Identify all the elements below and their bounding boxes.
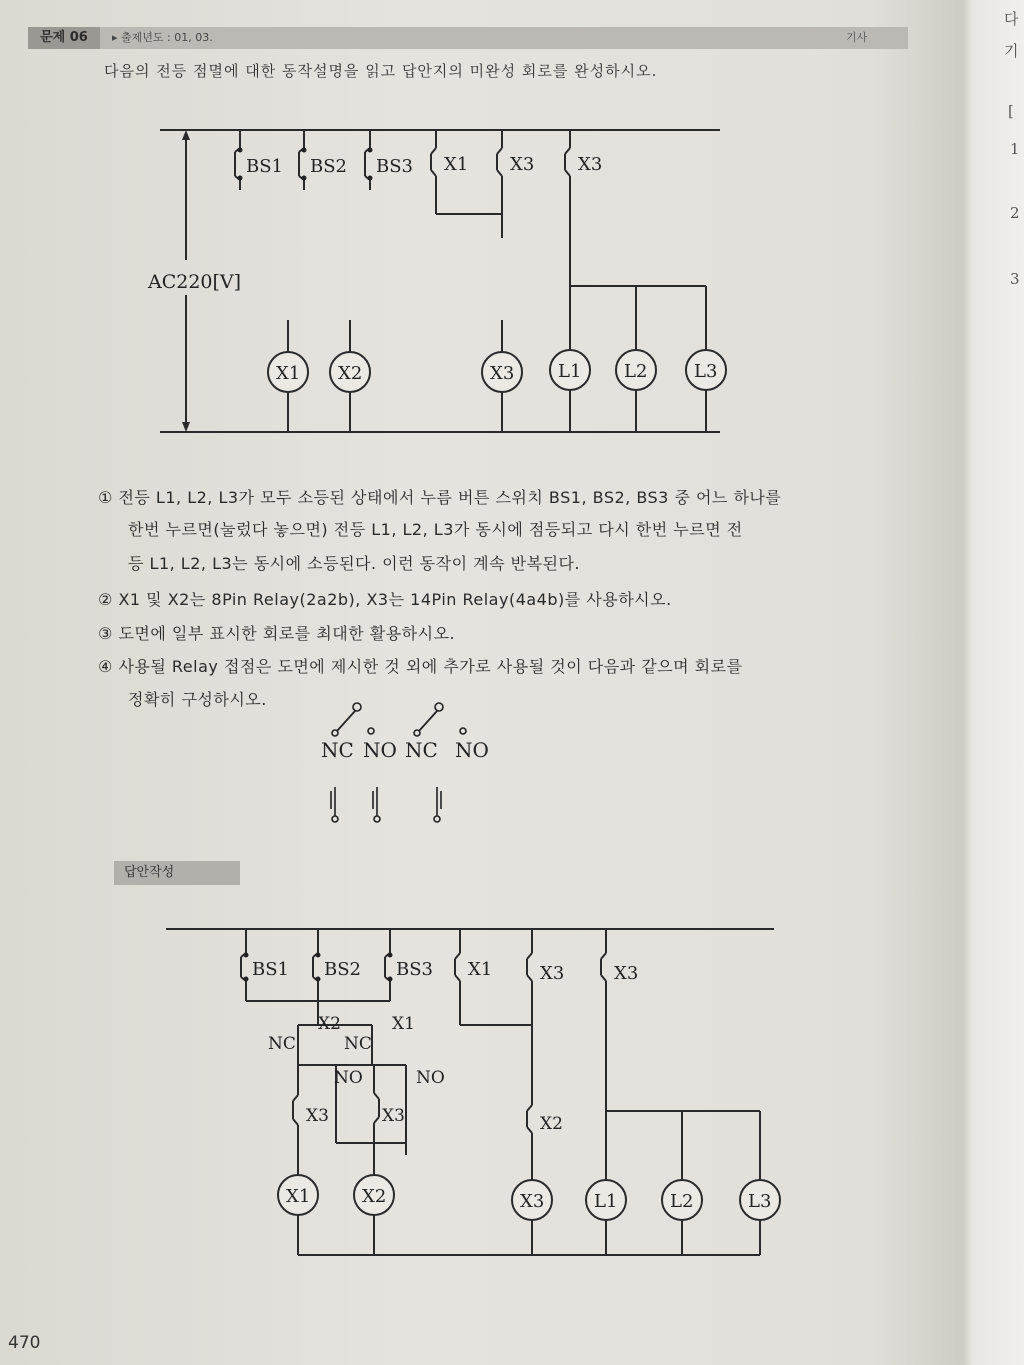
contact-bs1: [235, 130, 283, 190]
question-text: 다음의 전등 점멸에 대한 동작설명을 읽고 답안지의 미완성 회로를 완성하시오.: [104, 62, 658, 80]
svg-text:X3: X3: [520, 1191, 545, 1212]
ans-contact-bs3: [385, 929, 433, 1001]
ans-type-nc-1: NC: [268, 1034, 296, 1054]
svg-text:X3: X3: [306, 1106, 329, 1126]
exam-year-info: ▸ 출제년도 : 01, 03.: [112, 31, 213, 44]
svg-text:X1: X1: [468, 959, 493, 980]
svg-text:BS1: BS1: [252, 959, 290, 980]
svg-text:X3: X3: [540, 963, 565, 984]
ans-coil-x3: [512, 1180, 552, 1255]
condition-4-line-1: ④ 사용될 Relay 접점은 도면에 제시한 것 외에 추가로 사용될 것이 다음과 같으며 회로를: [98, 657, 743, 676]
extra-nc-2: NC: [405, 738, 438, 762]
answer-circuit-diagram: [160, 915, 800, 1270]
side-char-5: 2: [1010, 204, 1020, 222]
extra-no-2: NO: [455, 738, 489, 762]
exam-kind: 기사: [846, 31, 868, 44]
supply-voltage-label: AC220[V]: [148, 271, 242, 293]
svg-text:L3: L3: [694, 361, 718, 382]
ans-contact-x1-label: X1: [392, 1014, 415, 1034]
svg-text:X2: X2: [338, 363, 363, 384]
svg-text:X3: X3: [382, 1106, 405, 1126]
ans-lamp-l1: [586, 1180, 626, 1255]
condition-1-line-1: ① 전등 L1, L2, L3가 모두 소등된 상태에서 누름 버튼 스위치 BS1, BS2, BS3 중 어느 하나를: [98, 488, 782, 507]
answer-section-title: 답안작성: [114, 861, 240, 885]
contact-bs2: [299, 130, 347, 190]
contact-x1: [431, 130, 468, 214]
side-char-4: 1: [1010, 140, 1020, 158]
lamp-l2: [616, 350, 656, 432]
ans-coil-x1: [278, 1175, 318, 1255]
extra-nc-1: NC: [321, 738, 354, 762]
svg-text:BS3: BS3: [396, 959, 434, 980]
side-char-1: 다: [1004, 10, 1019, 28]
ans-contact-x3-top-b: [601, 929, 638, 1180]
condition-2: ② X1 및 X2는 8Pin Relay(2a2b), X3는 14Pin Relay(4a4b)를 사용하시오.: [98, 590, 672, 609]
condition-3: ③ 도면에 일부 표시한 회로를 최대한 활용하시오.: [98, 624, 456, 643]
ans-coil-x2: [354, 1175, 394, 1255]
ans-contact-x3-top-a: [527, 929, 564, 1105]
lamp-l1: [550, 350, 590, 432]
svg-text:BS2: BS2: [324, 959, 362, 980]
ans-lamp-l3: [740, 1180, 780, 1255]
svg-text:L2: L2: [624, 361, 648, 382]
label-bs1: BS1: [246, 156, 284, 177]
incomplete-circuit-diagram: [140, 110, 760, 450]
svg-text:X2: X2: [362, 1186, 387, 1207]
condition-1-line-3: 등 L1, L2, L3는 동시에 소등된다. 이런 동작이 계속 반복된다.: [128, 554, 581, 573]
coil-x3: [482, 320, 522, 432]
contact-bs3: [365, 130, 413, 190]
ans-contact-x1-top: [455, 929, 492, 1025]
label-bs2: BS2: [310, 156, 348, 177]
svg-text:X1: X1: [276, 363, 301, 384]
svg-text:L2: L2: [670, 1191, 694, 1212]
ans-lamp-l2: [662, 1180, 702, 1255]
ans-contact-x2-lower: [527, 1105, 563, 1180]
condition-1-line-2: 한번 누르면(눌렀다 놓으면) 전등 L1, L2, L3가 동시에 점등되고 다시 한번 누르면 전: [128, 520, 743, 539]
problem-tag: 문제 06: [28, 27, 100, 49]
extra-contact-symbol-1: [331, 787, 338, 822]
label-x1: X1: [444, 154, 469, 175]
side-char-6: 3: [1010, 270, 1020, 288]
coil-x1: [268, 320, 308, 432]
ans-contact-x3-lower-b: [374, 1093, 405, 1175]
svg-text:X3: X3: [490, 363, 515, 384]
ans-contact-x2-label: X2: [318, 1014, 341, 1034]
label-x3-b: X3: [578, 154, 603, 175]
extra-contacts-diagram: [315, 695, 515, 835]
ans-contact-bs1: [241, 929, 289, 1001]
svg-text:X1: X1: [286, 1186, 311, 1207]
ans-contact-x3-lower-a: [293, 1095, 329, 1175]
label-x3-a: X3: [510, 154, 535, 175]
contact-x3-b: [565, 130, 602, 350]
ans-contact-bs2: [313, 929, 361, 1001]
svg-text:X2: X2: [540, 1114, 563, 1134]
condition-4-line-2: 정확히 구성하시오.: [128, 690, 267, 709]
svg-text:L1: L1: [594, 1191, 618, 1212]
side-char-3: [: [1008, 102, 1014, 120]
svg-text:L1: L1: [558, 361, 582, 382]
svg-text:L3: L3: [748, 1191, 772, 1212]
page-number: 470: [8, 1333, 41, 1353]
ans-type-nc-2: NC: [344, 1034, 372, 1054]
extra-contact-symbol-2: [373, 787, 380, 822]
extra-no-1: NO: [363, 738, 397, 762]
header-bar: [100, 27, 908, 49]
coil-x2: [330, 320, 370, 432]
label-bs3: BS3: [376, 156, 414, 177]
ans-type-no-1: NO: [334, 1068, 363, 1088]
side-char-2: 기: [1004, 42, 1019, 60]
svg-text:X3: X3: [614, 963, 639, 984]
lamp-l3: [686, 350, 726, 432]
extra-contact-symbol-3: [434, 787, 441, 822]
ans-type-no-2: NO: [416, 1068, 445, 1088]
contact-x3-a: [497, 130, 534, 238]
